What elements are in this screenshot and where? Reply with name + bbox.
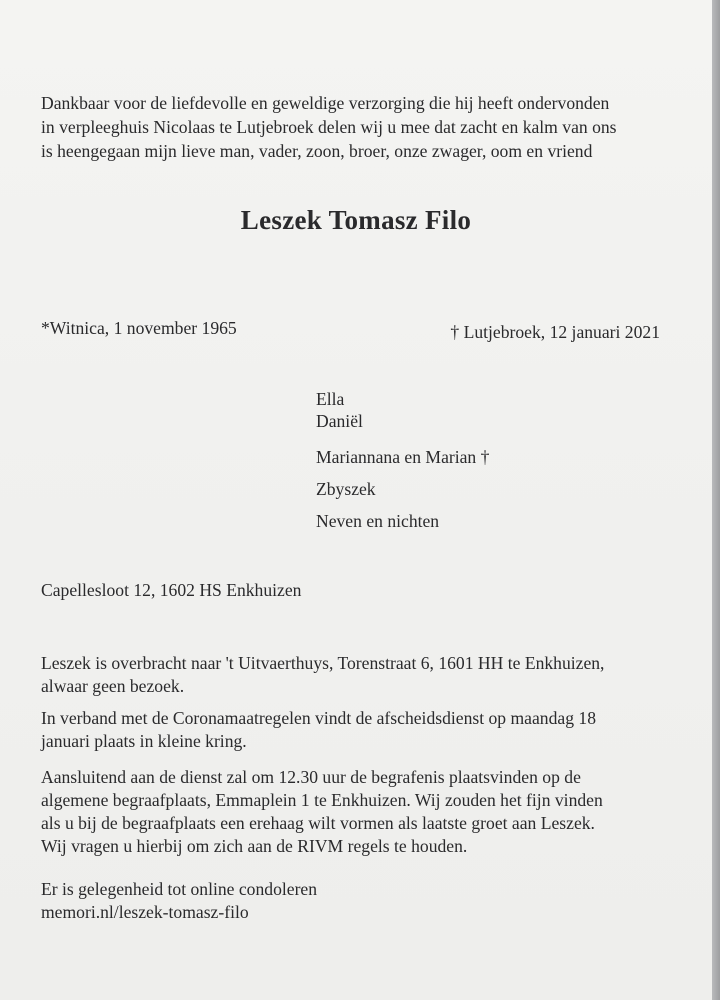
intro-text [41, 91, 691, 163]
relative-ella: Ella [316, 389, 345, 409]
paragraph-line: Aansluitend aan de dienst zal om 12.30 uur de begrafenis plaatsvinden op de [41, 767, 581, 787]
paragraph-ceremony [41, 707, 691, 753]
online-condolence [41, 878, 317, 924]
death-info: † Lutjebroek, 12 januari 2021 [450, 322, 660, 342]
deceased-name: Leszek Tomasz Filo [240, 205, 472, 235]
paragraph-line: Leszek is overbracht naar 't Uitvaerthuys, Torenstraat 6, 1601 HH te Enkhuizen, [41, 653, 605, 673]
intro-line: is heengegaan mijn lieve man, vader, zoon, broer, onze zwager, oom en vriend [41, 141, 593, 161]
paragraph-line: alwaar geen bezoek. [41, 676, 185, 696]
paragraph-transfer [41, 652, 691, 698]
relatives-list [316, 388, 489, 532]
paragraph-line: als u bij de begraafplaats een erehaag wilt vormen als laatste groet aan Leszek. [41, 813, 595, 833]
paragraph-line: algemene begraafplaats, Emmaplein 1 te Enkhuizen. Wij zouden het fijn vinden [41, 790, 603, 810]
relative-zbyszek: Zbyszek [316, 479, 376, 499]
intro-line: Dankbaar voor de liefdevolle en geweldige verzorging die hij heeft ondervonden [41, 93, 610, 113]
intro-line: in verpleeghuis Nicolaas te Lutjebroek delen wij u mee dat zacht en kalm van ons [41, 117, 617, 137]
home-address: Capellesloot 12, 1602 HS Enkhuizen [41, 580, 302, 600]
relative-neven: Neven en nichten [316, 511, 440, 531]
condolence-url: memori.nl/leszek-tomasz-filo [41, 902, 249, 922]
paragraph-line: In verband met de Coronamaatregelen vindt de afscheidsdienst op maandag 18 [41, 708, 596, 728]
paragraph-line: januari plaats in kleine kring. [41, 731, 247, 751]
relative-mariannana: Mariannana en Marian † [316, 447, 490, 467]
relative-daniel: Daniël [316, 411, 363, 431]
paragraph-burial [41, 766, 691, 858]
birth-info: *Witnica, 1 november 1965 [41, 318, 237, 338]
online-condolence-text: Er is gelegenheid tot online condoleren [41, 879, 318, 899]
paragraph-line: Wij vragen u hierbij om zich aan de RIVM regels te houden. [41, 836, 468, 856]
page-edge [712, 0, 720, 1000]
